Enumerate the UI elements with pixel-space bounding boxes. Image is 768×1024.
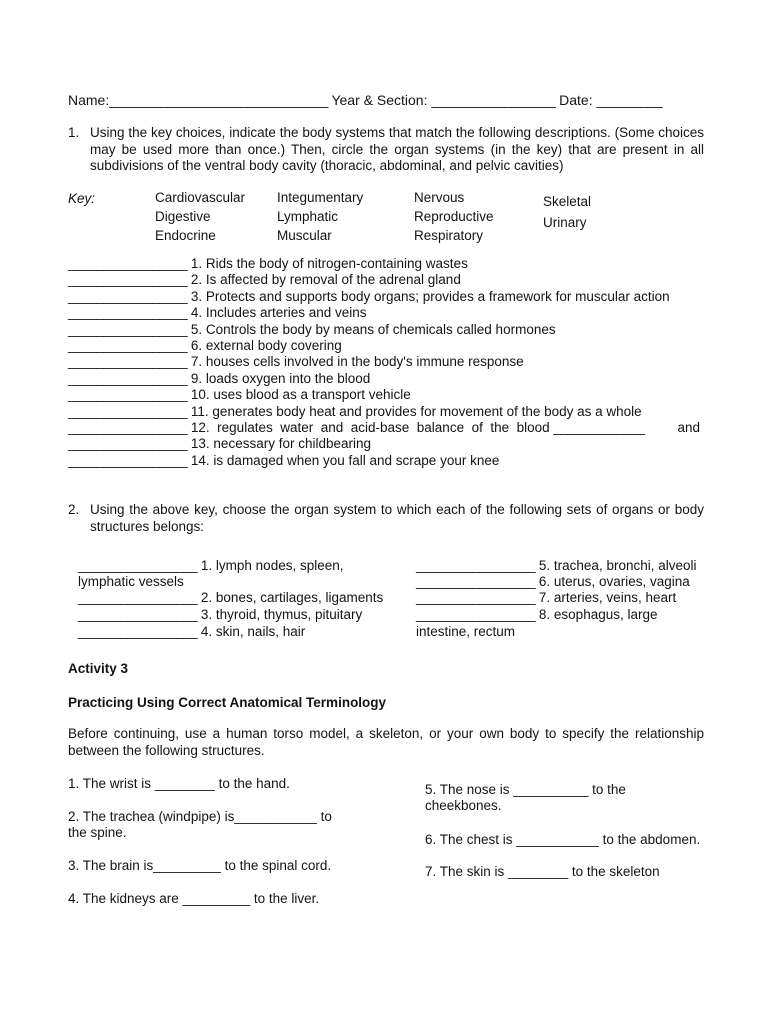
part1-instructions [68,125,704,175]
question-6[interactable]: 6. The chest is ___________ to the abdomen. [425,832,701,847]
description-text: 4. Includes arteries and veins [190,305,367,321]
answer-blank[interactable]: _________________ [68,419,188,435]
name-blank[interactable]: ______________________________ [109,92,328,108]
list-item [68,354,708,370]
answer-blank[interactable]: _________________ [78,607,198,622]
key-column-1 [155,188,245,245]
key-column-2 [277,188,363,245]
part2-item-4 [78,624,305,640]
key-lymphatic[interactable]: Lymphatic [277,209,339,224]
key-nervous[interactable]: Nervous [414,190,465,205]
worksheet-header [68,92,662,108]
description-text: 9. loads oxygen into the blood [190,370,371,386]
key-endocrine[interactable]: Endocrine [155,228,216,243]
list-item [68,272,708,288]
key-respiratory[interactable]: Respiratory [414,228,484,243]
answer-blank[interactable]: _________________ [416,574,536,589]
item-text: 6. uterus, ovaries, vagina [538,574,690,589]
description-text: 13. necessary for childbearing [190,436,372,452]
list-item [68,371,708,387]
activity-title: Activity 3 [68,661,129,676]
list-item [68,420,708,436]
list-item [68,453,708,469]
description-text: 6. external body covering [190,337,342,353]
answer-blank[interactable]: _________________ [68,387,188,403]
question-4[interactable]: 4. The kidneys are _________ to the liver. [68,891,320,906]
list-item [68,322,708,338]
part2-item-5 [416,558,697,574]
item-text: 5. trachea, bronchi, alveoli [538,558,697,573]
question-7[interactable]: 7. The skin is ________ to the skeleton [425,864,660,879]
part2-item-1-cont: lymphatic vessels [78,574,184,589]
key-skeletal[interactable]: Skeletal [543,194,592,209]
year-section-label: Year & Section: [331,92,428,108]
part2-item-6 [416,574,690,590]
item-text: 8. esophagus, large [538,607,658,622]
part2-item-1 [78,558,344,574]
answer-blank[interactable]: _________________ [68,370,188,386]
description-text: 7. houses cells involved in the body's immune response [190,354,524,370]
part2-number: 2. [68,502,80,517]
answer-blank[interactable]: _________________ [68,305,188,321]
part2-item-7 [416,590,676,606]
answer-blank[interactable]: _________________ [416,558,536,573]
question-2-line-1[interactable]: 2. The trachea (windpipe) is___________ to [68,809,332,824]
answer-blank[interactable]: _________________ [68,272,188,288]
answer-blank[interactable]: _________________ [68,321,188,337]
description-text: 1. Rids the body of nitrogen-containing wastes [190,256,468,271]
answer-blank[interactable]: _________________ [78,590,198,605]
answer-blank[interactable]: _________________ [68,452,188,468]
list-item [68,404,708,420]
key-urinary[interactable]: Urinary [543,215,587,230]
key-cardiovascular[interactable]: Cardiovascular [155,190,246,205]
question-2-line-2: the spine. [68,825,127,840]
name-label: Name: [68,92,110,108]
part2-item-8 [416,607,658,623]
part2-item-3 [78,607,362,623]
item-text: 2. bones, cartilages, ligaments [200,590,384,605]
question-1[interactable]: 1. The wrist is ________ to the hand. [68,776,290,791]
part2-instructions [68,502,704,535]
activity-intro-text: Before continuing, use a human torso model, a skeleton, or your own body to specify the relationship between the following structures. [68,726,704,758]
item12-and: and [677,419,700,435]
year-section-blank[interactable]: _________________ [431,92,556,108]
list-item [68,305,708,321]
item-text: 1. lymph nodes, spleen, [200,558,344,573]
description-text: 14. is damaged when you fall and scrape your knee [190,452,500,468]
list-item [68,256,708,272]
key-integumentary[interactable]: Integumentary [277,190,364,205]
answer-blank[interactable]: _________________ [68,337,188,353]
part2-instructions-text: Using the above key, choose the organ system to which each of the following sets of organs or body structures belongs: [90,502,704,534]
answer-blank[interactable]: _________________ [416,607,536,622]
description-text: 2. Is affected by removal of the adrenal gland [190,272,461,288]
part1-number: 1. [68,125,80,140]
description-text: 11. generates body heat and provides for movement of the body as a whole [190,403,642,419]
list-item [68,289,708,305]
answer-blank[interactable]: _________________ [68,288,188,304]
answer-blank[interactable]: _________________ [416,590,536,605]
description-text: 3. Protects and supports body organs; provides a framework for muscular action [190,288,670,304]
question-5-line-1[interactable]: 5. The nose is __________ to the [425,782,626,797]
key-label: Key: [68,191,96,206]
activity-subtitle: Practicing Using Correct Anatomical Terminology [68,695,387,710]
description-text: 10. uses blood as a transport vehicle [190,387,411,403]
description-text: 5. Controls the body by means of chemicals called hormones [190,321,556,337]
list-item [68,338,708,354]
item-text: 7. arteries, veins, heart [538,590,677,605]
answer-blank[interactable]: _________________ [68,436,188,452]
key-reproductive[interactable]: Reproductive [414,209,494,224]
key-column-4 [543,191,591,233]
key-muscular[interactable]: Muscular [277,228,332,243]
answer-blank[interactable]: _________________ [68,256,188,271]
list-item [68,387,708,403]
item-text: 4. skin, nails, hair [200,624,306,639]
answer-blank[interactable]: _________________ [68,354,188,370]
part2-item-2 [78,590,383,606]
key-digestive[interactable]: Digestive [155,209,211,224]
part1-description-list [68,256,708,469]
question-3[interactable]: 3. The brain is_________ to the spinal cord. [68,858,332,873]
part2-item-8-cont: intestine, rectum [416,624,516,639]
date-blank[interactable]: _________ [596,92,663,108]
answer-blank[interactable]: _________________ [78,558,198,573]
key-column-3 [414,188,494,245]
description-text: 12. regulates water and acid-base balance of the blood [190,419,550,435]
part1-instructions-text: Using the key choices, indicate the body systems that match the following descriptions. (Some choices may be used more than once.) Then, circle the organ systems (in the key) that are present in all subdivisions of the ventral body cavity (thoracic, abdominal, and pelvic cavities) [90,125,704,173]
answer-blank[interactable]: _________________ [78,624,198,639]
item12-second-blank[interactable]: _____________ [553,419,645,435]
item-text: 3. thyroid, thymus, pituitary [200,607,363,622]
answer-blank[interactable]: _________________ [68,403,188,419]
list-item [68,436,708,452]
activity-intro [68,726,704,759]
question-5-line-2: cheekbones. [425,798,502,813]
date-label: Date: [559,92,593,108]
